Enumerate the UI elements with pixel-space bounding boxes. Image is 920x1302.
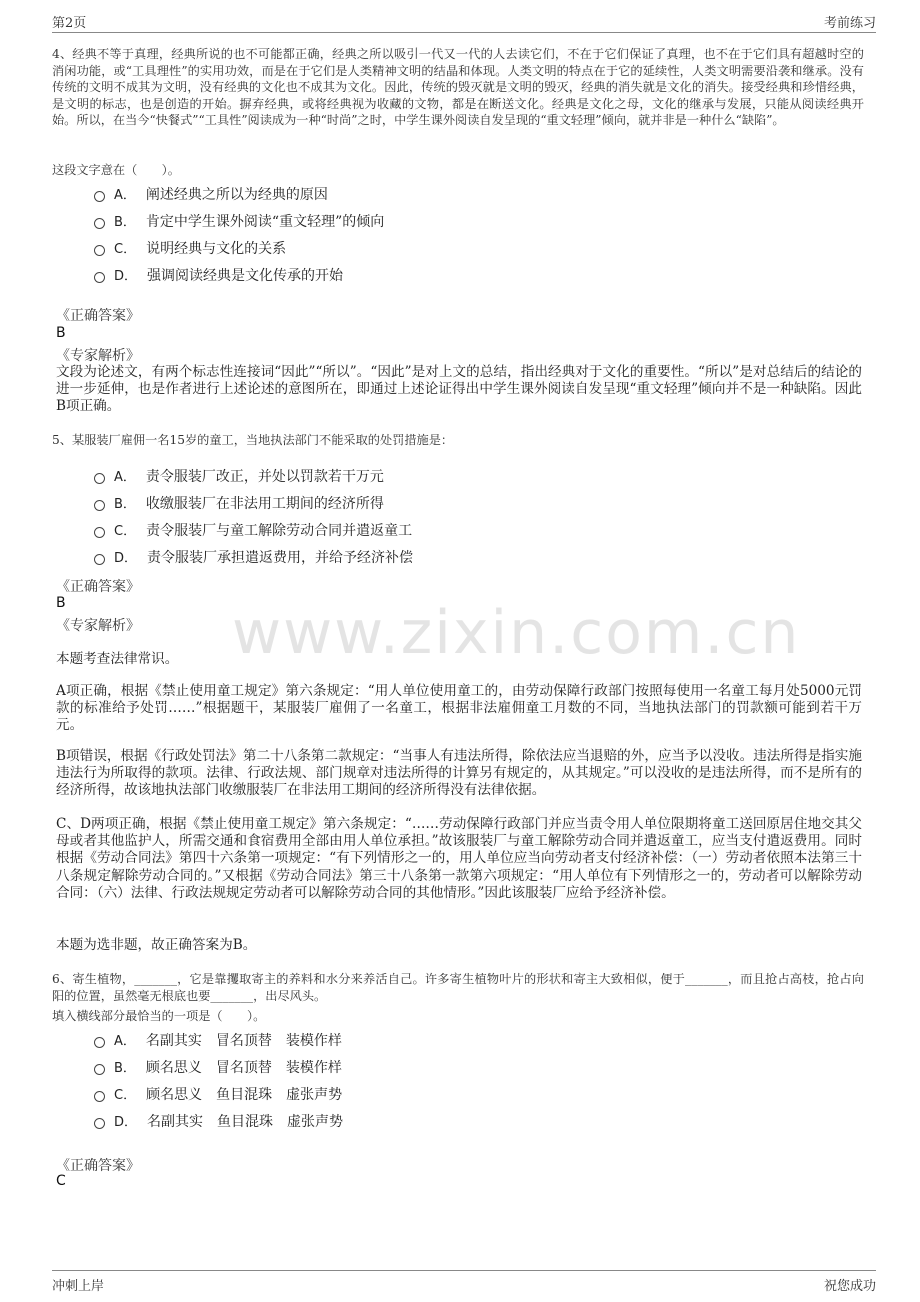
radio-icon[interactable] xyxy=(94,1037,105,1048)
radio-icon[interactable] xyxy=(94,245,105,256)
question-5-options xyxy=(94,462,694,570)
option-b[interactable]: B． 顾名思义 冒名顶替 装模作样 xyxy=(94,1053,694,1080)
option-b[interactable]: B． 收缴服装厂在非法用工期间的经济所得 xyxy=(94,489,694,516)
radio-icon[interactable] xyxy=(94,473,105,484)
option-a[interactable]: A． 阐述经典之所以为经典的原因 xyxy=(94,180,694,207)
option-d[interactable]: D． 强调阅读经典是文化传承的开始 xyxy=(94,261,694,288)
analysis-paragraph: A项正确，根据《禁止使用童工规定》第六条规定：“用人单位使用童工的，由劳动保障行政部门按照每使用一名童工每月处5000元罚款的标准给予处罚……”根据题干，某服装厂雇佣了一名童工，根据非法雇佣童工月数的不同，当地执法部门的罚款额可能到若干万元。 xyxy=(56,683,862,734)
radio-icon[interactable] xyxy=(94,500,105,511)
option-c[interactable]: C． 责令服装厂与童工解除劳动合同并遣返童工 xyxy=(94,516,694,543)
answer-value: B xyxy=(56,595,66,611)
option-c[interactable]: C． 顾名思义 鱼目混珠 虚张声势 xyxy=(94,1080,694,1107)
header-title: 考前练习 xyxy=(823,16,876,31)
analysis-label: 《专家解析》 xyxy=(56,618,140,634)
radio-icon[interactable] xyxy=(94,1118,105,1129)
question-4-options xyxy=(94,180,694,288)
analysis-paragraph: 本题考查法律常识。 xyxy=(56,651,179,667)
analysis-paragraph: C、D两项正确，根据《禁止使用童工规定》第六条规定：“……劳动保障行政部门并应当责令用人单位限期将童工送回原居住地交其父母或者其他监护人，所需交通和食宿费用全部由用人单位承担。”故该服装厂与童工解除劳动合同并遣返童工，应当支付遣返费用。同时根据《劳动合同法》第四十六条第一项规定：“有下列情形之一的，用人单位应当向劳动者支付经济补偿：（一）劳动者依照本法第三十八条规定解除劳动合同的。”又根据《劳动合同法》第三十八条第一款第六项规定：“用人单位有下列情形之一的，劳动者可以解除劳动合同：（六）法律、行政法规规定劳动者可以解除劳动合同的其他情形。”因此该服装厂应给予经济补偿。 xyxy=(56,816,862,901)
question-6-ask: 填入横线部分最恰当的一项是（ ）。 xyxy=(52,1009,266,1023)
analysis-text: 文段为论述文，有两个标志性连接词“因此”“所以”。“因此”是对上文的总结，指出经典对于文化的重要性。“所以”是对总结后的结论的进一步延伸，也是作者进行上述论述的意图所在，即通过上述论证得出中学生课外阅读自发呈现“重文轻理”倾向并不是一种缺陷。因此B项正确。 xyxy=(56,364,862,415)
analysis-paragraph: B项错误，根据《行政处罚法》第二十八条第二款规定：“当事人有违法所得，除依法应当退赔的外，应当予以没收。违法所得是指实施违法行为所取得的款项。法律、行政法规、部门规章对违法所得的计算另有规定的，从其规定。”可以没收的是违法所得，而不是所有的经济所得，故该地执法部门收缴服装厂在非法用工期间的经济所得没有法律依据。 xyxy=(56,748,862,799)
footer-right: 祝您成功 xyxy=(823,1279,876,1294)
radio-icon[interactable] xyxy=(94,191,105,202)
answer-label: 《正确答案》 xyxy=(56,1158,140,1174)
radio-icon[interactable] xyxy=(94,218,105,229)
watermark: www.zixin.com.cn xyxy=(232,598,801,668)
question-4-stem: 4、经典不等于真理，经典所说的也不可能都正确，经典之所以吸引一代又一代的人去读它们，不在于它们保证了真理，也不在于它们具有超越时空的消闲功能，或“工具理性”的实用功效，而是在于它们是人类精神文明的结晶和体现。人类文明的特点在于它的延续性，人类文明需要沿袭和继承。没有传统的文明不成其为文明，没有经典的文化也不成其为文化。因此，传统的毁灭就是文明的毁灭，经典的消失就是文化的消失。接受经典和珍惜经典，是文明的标志，也是创造的开始。摒弃经典，或将经典视为收藏的文物，都是在断送文化。经典是文化之母，文化的继承与发展，只能从阅读经典开始。所以，在当今“快餐式”“工具性”阅读成为一种“时尚”之时，中学生课外阅读自发呈现的“重文轻理”倾向，就并非是一种什么“缺陷”。 xyxy=(52,47,864,127)
answer-label: 《正确答案》 xyxy=(56,579,140,595)
page-header xyxy=(52,10,876,33)
radio-icon[interactable] xyxy=(94,1064,105,1075)
option-a[interactable]: A． 名副其实 冒名顶替 装模作样 xyxy=(94,1026,694,1053)
analysis-paragraph: 本题为选非题，故正确答案为B。 xyxy=(56,937,257,953)
question-6-stem: 6、寄生植物，_______，它是靠攫取寄主的养料和水分来养活自己。许多寄生植物叶片的形状和寄主大致相似，便于_______，而且抢占高枝，抢占向阳的位置，虽然毫无根底也要_______，出尽风头。 xyxy=(52,972,864,1003)
radio-icon[interactable] xyxy=(94,554,105,565)
option-d[interactable]: D． 名副其实 鱼目混珠 虚张声势 xyxy=(94,1107,694,1134)
option-c[interactable]: C． 说明经典与文化的关系 xyxy=(94,234,694,261)
option-b[interactable]: B． 肯定中学生课外阅读“重文轻理”的倾向 xyxy=(94,207,694,234)
radio-icon[interactable] xyxy=(94,527,105,538)
page-number: 第2页 xyxy=(52,16,87,31)
page-footer xyxy=(52,1270,876,1295)
option-a[interactable]: A． 责令服装厂改正，并处以罚款若干万元 xyxy=(94,462,694,489)
answer-label: 《正确答案》 xyxy=(56,308,140,324)
footer-left: 冲刺上岸 xyxy=(52,1279,105,1294)
option-d[interactable]: D． 责令服装厂承担遣返费用，并给予经济补偿 xyxy=(94,543,694,570)
answer-value: C xyxy=(56,1173,66,1189)
question-5-stem: 5、某服装厂雇佣一名15岁的童工，当地执法部门不能采取的处罚措施是： xyxy=(52,433,454,447)
analysis-label: 《专家解析》 xyxy=(56,348,140,364)
radio-icon[interactable] xyxy=(94,272,105,283)
radio-icon[interactable] xyxy=(94,1091,105,1102)
question-4-ask: 这段文字意在（ ）。 xyxy=(52,163,180,177)
answer-value: B xyxy=(56,325,66,341)
question-6-options xyxy=(94,1026,694,1134)
